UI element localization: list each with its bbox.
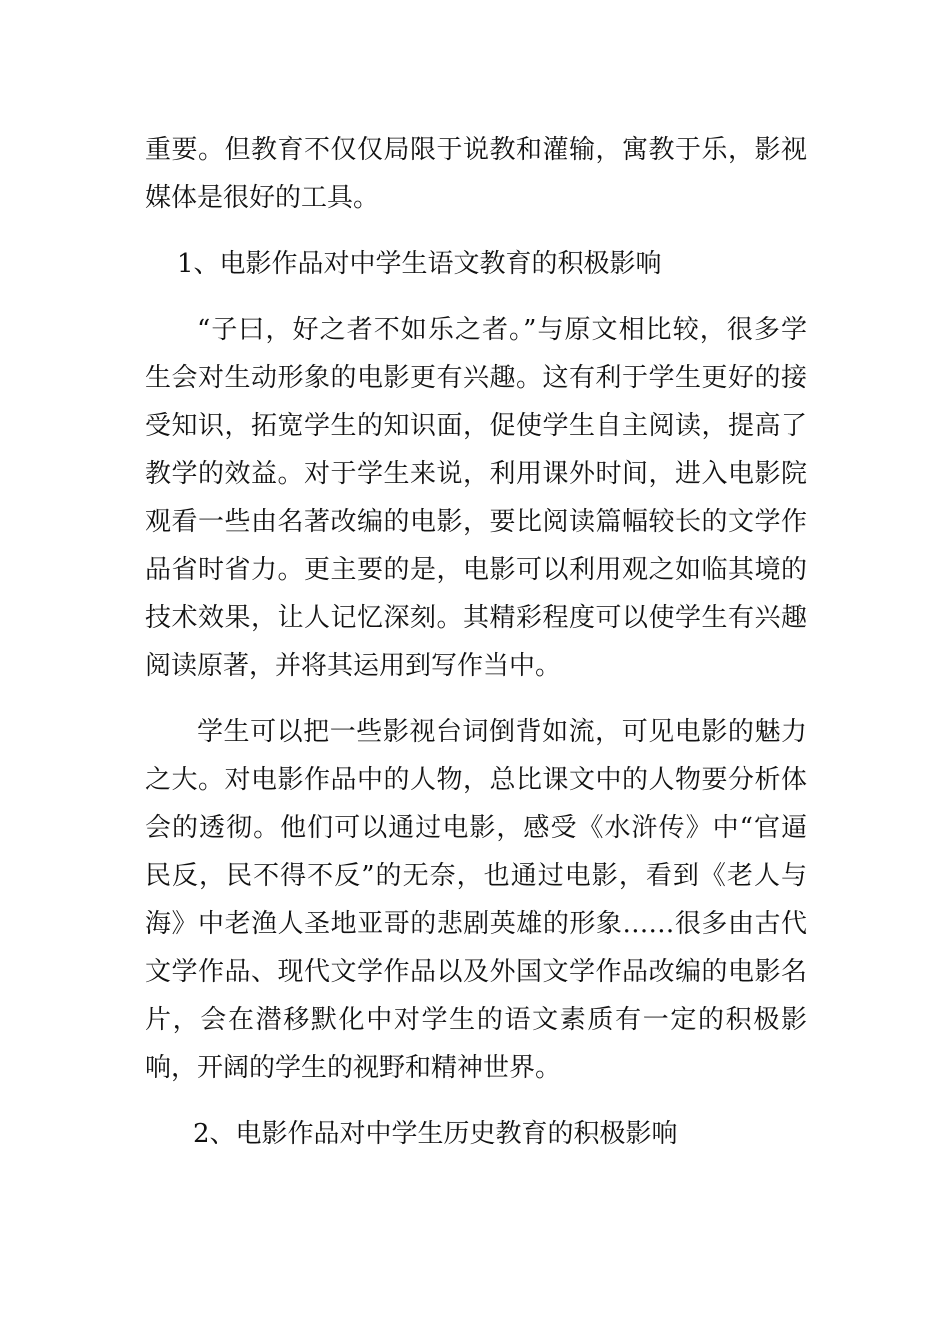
document-body — [145, 126, 807, 1158]
paragraph-2: 学生可以把一些影视台词倒背如流，可见电影的魅力之大。对电影作品中的人物，总比课文中的人物要分析体会的透彻。他们可以通过电影，感受《水浒传》中“官逼民反，民不得不反”的无奈，也通过电影，看到《老人与海》中老渔人圣地亚哥的悲剧英雄的形象……很多由古代文学作品、现代文学作品以及外国文学作品改编的电影名片，会在潜移默化中对学生的语文素质有一定的积极影响，开阔的学生的视野和精神世界。 — [145, 717, 807, 1083]
paragraph-continued: 重要。但教育不仅仅局限于说教和灌输，寓教于乐，影视媒体是很好的工具。 — [145, 135, 807, 213]
section-heading-2: 2、电影作品对中学生历史教育的积极影响 — [193, 1119, 678, 1149]
paragraph-1: “子曰，好之者不如乐之者。”与原文相比较，很多学生会对生动形象的电影更有兴趣。这有利于学生更好的接受知识，拓宽学生的知识面，促使学生自主阅读，提高了教学的效益。对于学生来说，利用课外时间，进入电影院观看一些由名著改编的电影，要比阅读篇幅较长的文学作品省时省力。更主要的是，电影可以利用观之如临其境的技术效果，让人记忆深刻。其精彩程度可以使学生有兴趣阅读原著，并将其运用到写作当中。 — [145, 315, 807, 681]
section-heading-1: 1、电影作品对中学生语文教育的积极影响 — [177, 249, 662, 279]
